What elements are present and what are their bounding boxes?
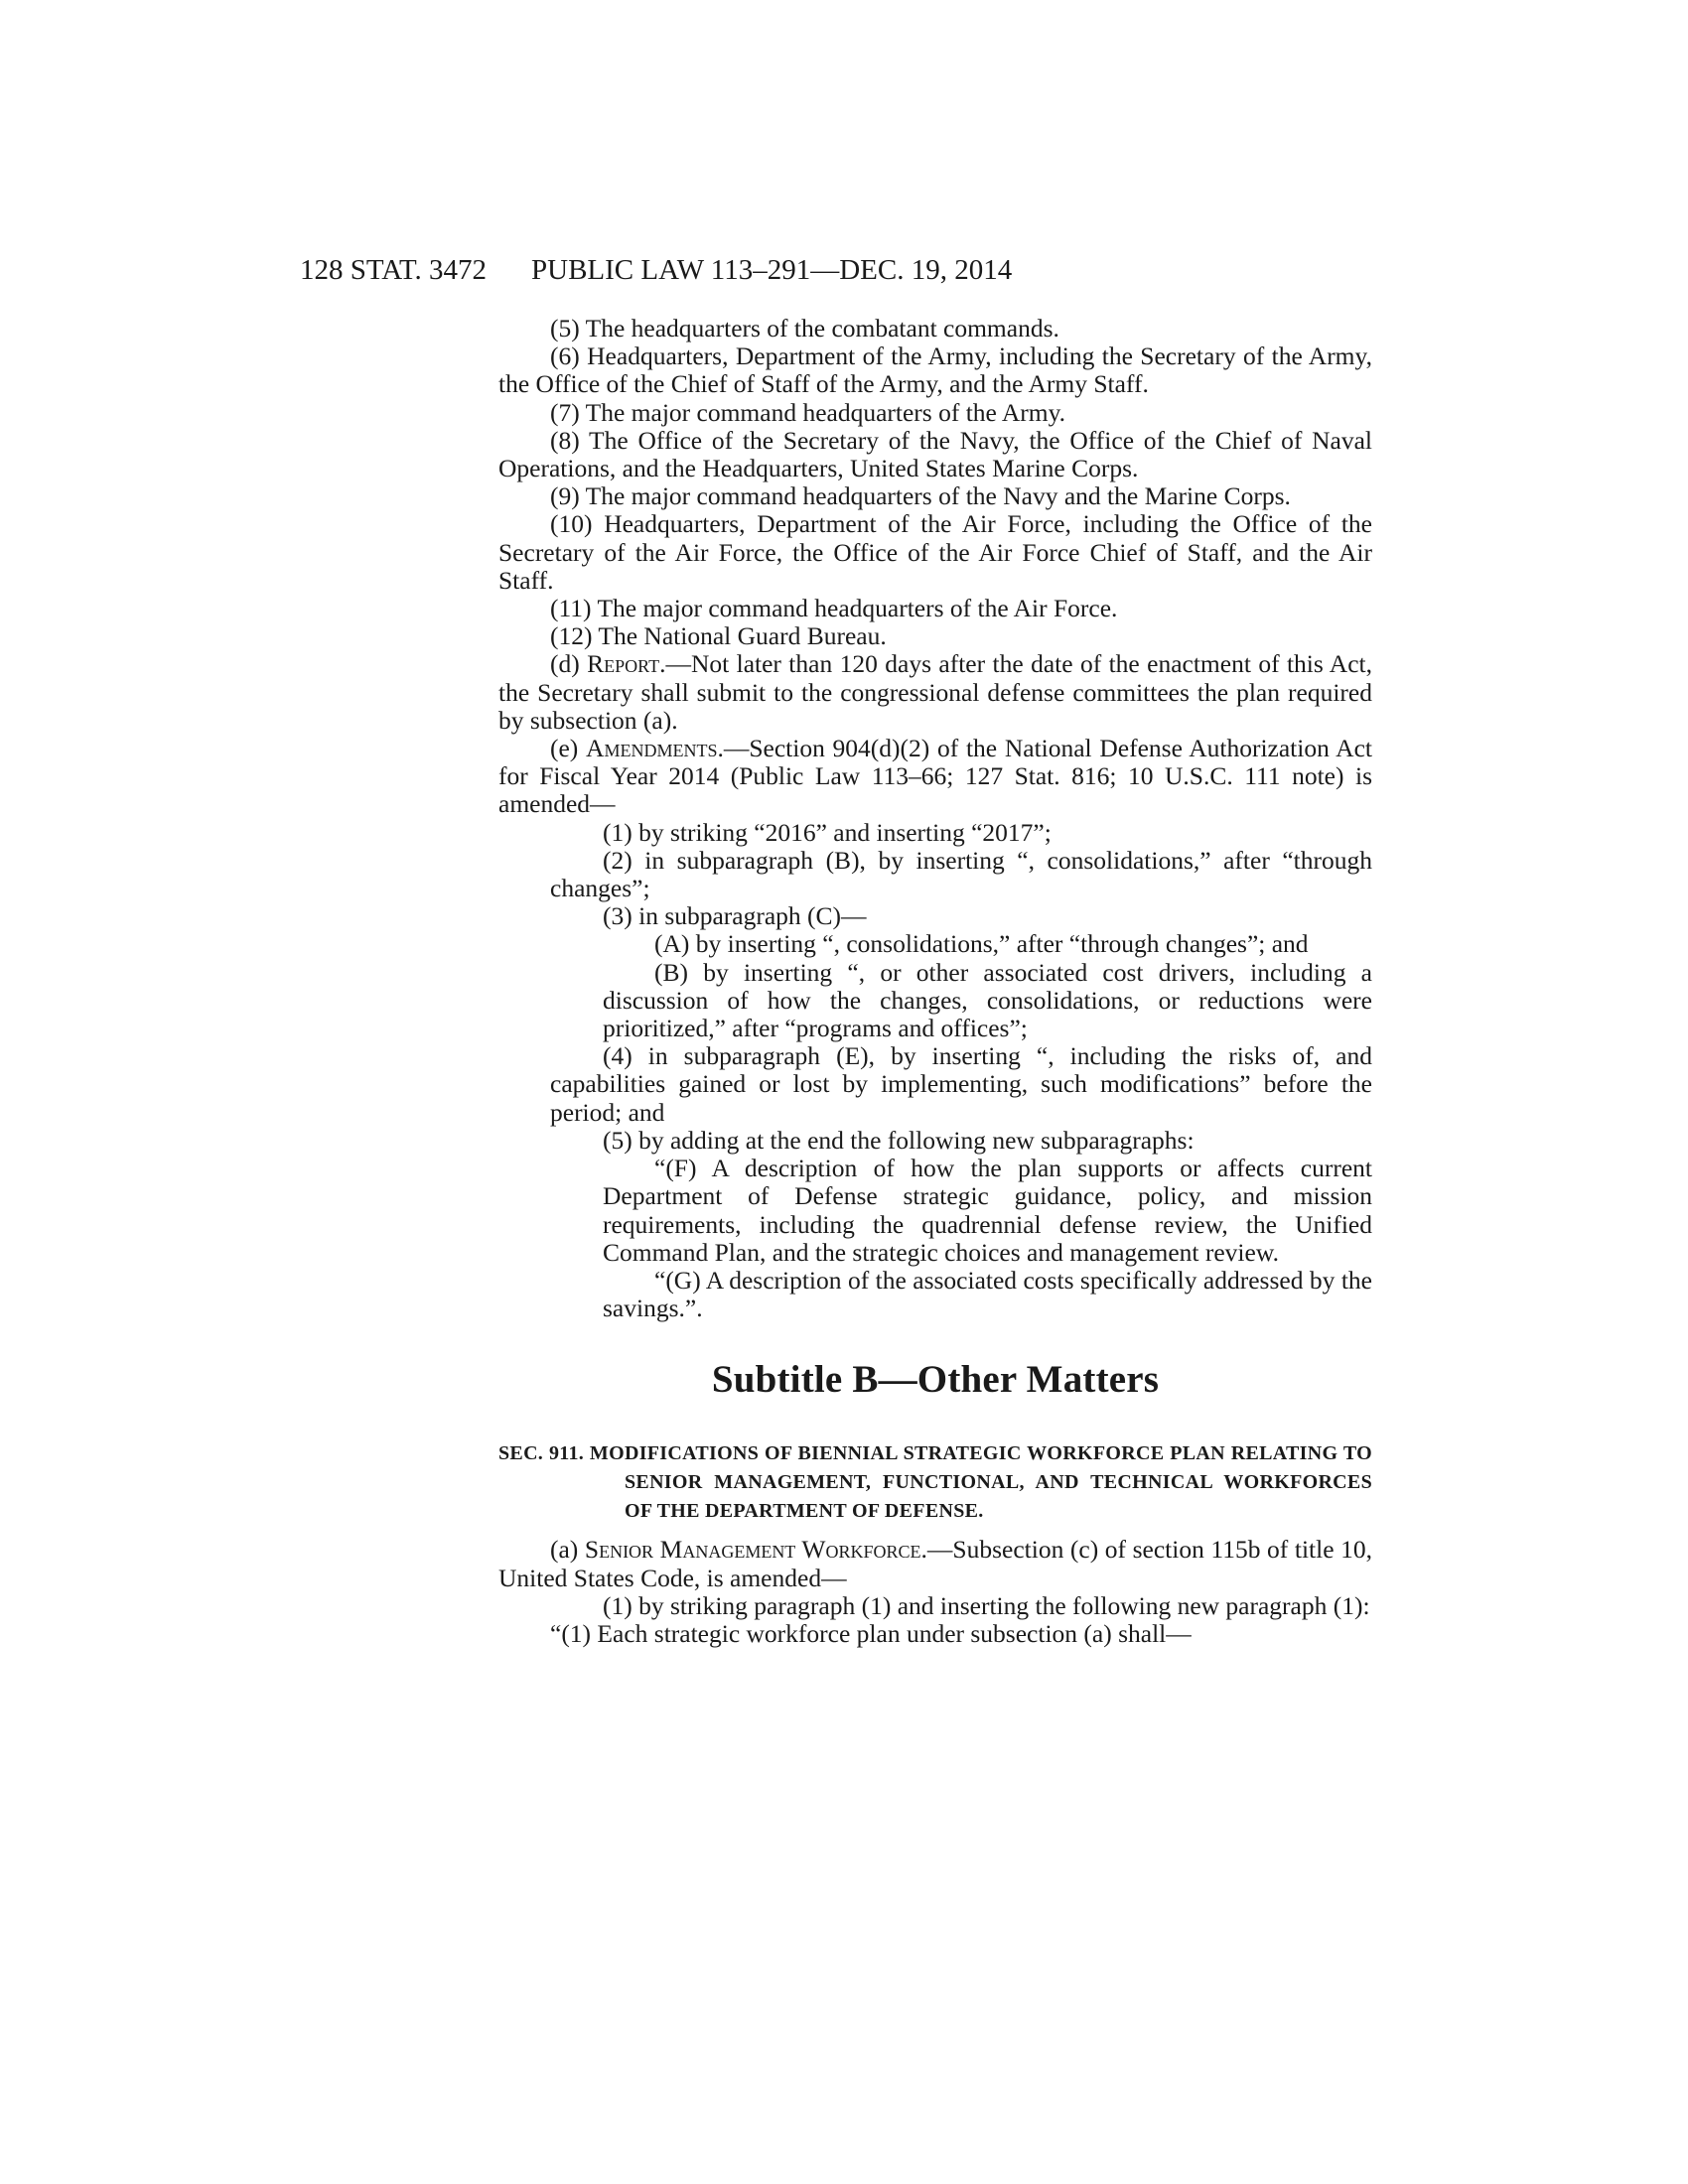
paragraph-6: (6) Headquarters, Department of the Army, including the Secretary of the Army, the Office of the Chief of Staff of the Army, and the Army Staff.	[498, 341, 1372, 399]
paragraph-8: (8) The Office of the Secretary of the Navy, the Office of the Chief of Naval Operations, and the Headquarters, United States Marine Corps.	[498, 425, 1372, 483]
paragraph-12: (12) The National Guard Bureau.	[550, 621, 887, 651]
subsection-d-label: (d)	[550, 649, 588, 679]
section-911-quoted-paragraph-1: “(1) Each strategic workforce plan under subsection (a) shall—	[550, 1618, 1192, 1648]
paragraph-11: (11) The major command headquarters of the Air Force.	[550, 594, 1118, 623]
amendment-3: (3) in subparagraph (C)—	[603, 901, 867, 931]
new-subparagraph-g: “(G) A description of the associated costs specifically addressed by the savings.”.	[603, 1265, 1372, 1323]
section-911-heading: SEC. 911. MODIFICATIONS OF BIENNIAL STRATEGIC WORKFORCE PLAN RELATING TO SENIOR MANAGEMENT, FUNCTIONAL, AND TECHNICAL WORKFORCES OF THE DEPARTMENT OF DEFENSE.	[498, 1442, 1372, 1523]
amendment-5: (5) by adding at the end the following new subparagraphs:	[603, 1125, 1195, 1155]
paragraph-9: (9) The major command headquarters of the Navy and the Marine Corps.	[550, 481, 1291, 511]
public-law-date: PUBLIC LAW 113–291—DEC. 19, 2014	[531, 254, 1013, 286]
subsection-e-amendments	[498, 735, 1372, 819]
amendment-1: (1) by striking “2016” and inserting “2017”;	[603, 817, 1052, 847]
subsection-d-report	[498, 650, 1372, 735]
subsection-a-heading: Senior Management Workforce	[584, 1535, 921, 1565]
amendment-2: (2) in subparagraph (B), by inserting “, consolidations,” after “through changes”;	[550, 845, 1372, 903]
section-911-subsection-a	[498, 1536, 1372, 1591]
subsection-e-text: .—Section 904(d)(2) of the National Defense Authorization Act for Fiscal Year 2014 (Public Law 113–66; 127 Stat. 816; 10 U.S.C. 111 note) is amended—	[498, 734, 1372, 819]
amendment-4: (4) in subparagraph (E), by inserting “, including the risks of, and capabilities gained or lost by implementing, such modifications” before the period; and	[550, 1041, 1372, 1127]
statute-page-number: 128 STAT. 3472	[300, 254, 488, 286]
subsection-d-text: .—Not later than 120 days after the date of the enactment of this Act, the Secretary shall submit to the congressional defense committees the plan required by subsection (a).	[498, 649, 1373, 735]
subsection-d-heading: Report	[587, 649, 660, 679]
amendment-3-b: (B) by inserting “, or other associated cost drivers, including a discussion of how the changes, consolidations, or reductions were prioritized,” after “programs and offices”;	[603, 957, 1372, 1043]
subsection-a-label: (a)	[550, 1535, 585, 1565]
subtitle-heading: Subtitle B—Other Matters	[711, 1358, 1160, 1402]
new-subparagraph-f: “(F) A description of how the plan supports or affects current Department of Defense strategic guidance, policy, and mission requirements, including the quadrennial defense review, the Unified Command Plan, and the strategic choices and management review.	[603, 1154, 1372, 1267]
amendment-3-a: (A) by inserting “, consolidations,” after “through changes”; and	[654, 929, 1309, 959]
section-911-amendment-1: (1) by striking paragraph (1) and inserting the following new paragraph (1):	[603, 1590, 1370, 1620]
paragraph-5: (5) The headquarters of the combatant commands.	[550, 314, 1059, 342]
subsection-a-text: .—Subsection (c) of section 115b of title 10, United States Code, is amended—	[498, 1535, 1372, 1592]
subsection-e-heading: Amendments	[586, 734, 718, 763]
paragraph-7: (7) The major command headquarters of the Army.	[550, 397, 1066, 427]
paragraph-10: (10) Headquarters, Department of the Air Force, including the Office of the Secretary of the Air Force, the Office of the Air Force Chief of Staff, and the Air Staff.	[498, 509, 1372, 595]
page-header	[300, 250, 1372, 290]
document-body	[498, 315, 1372, 1648]
subsection-e-label: (e)	[550, 734, 587, 763]
